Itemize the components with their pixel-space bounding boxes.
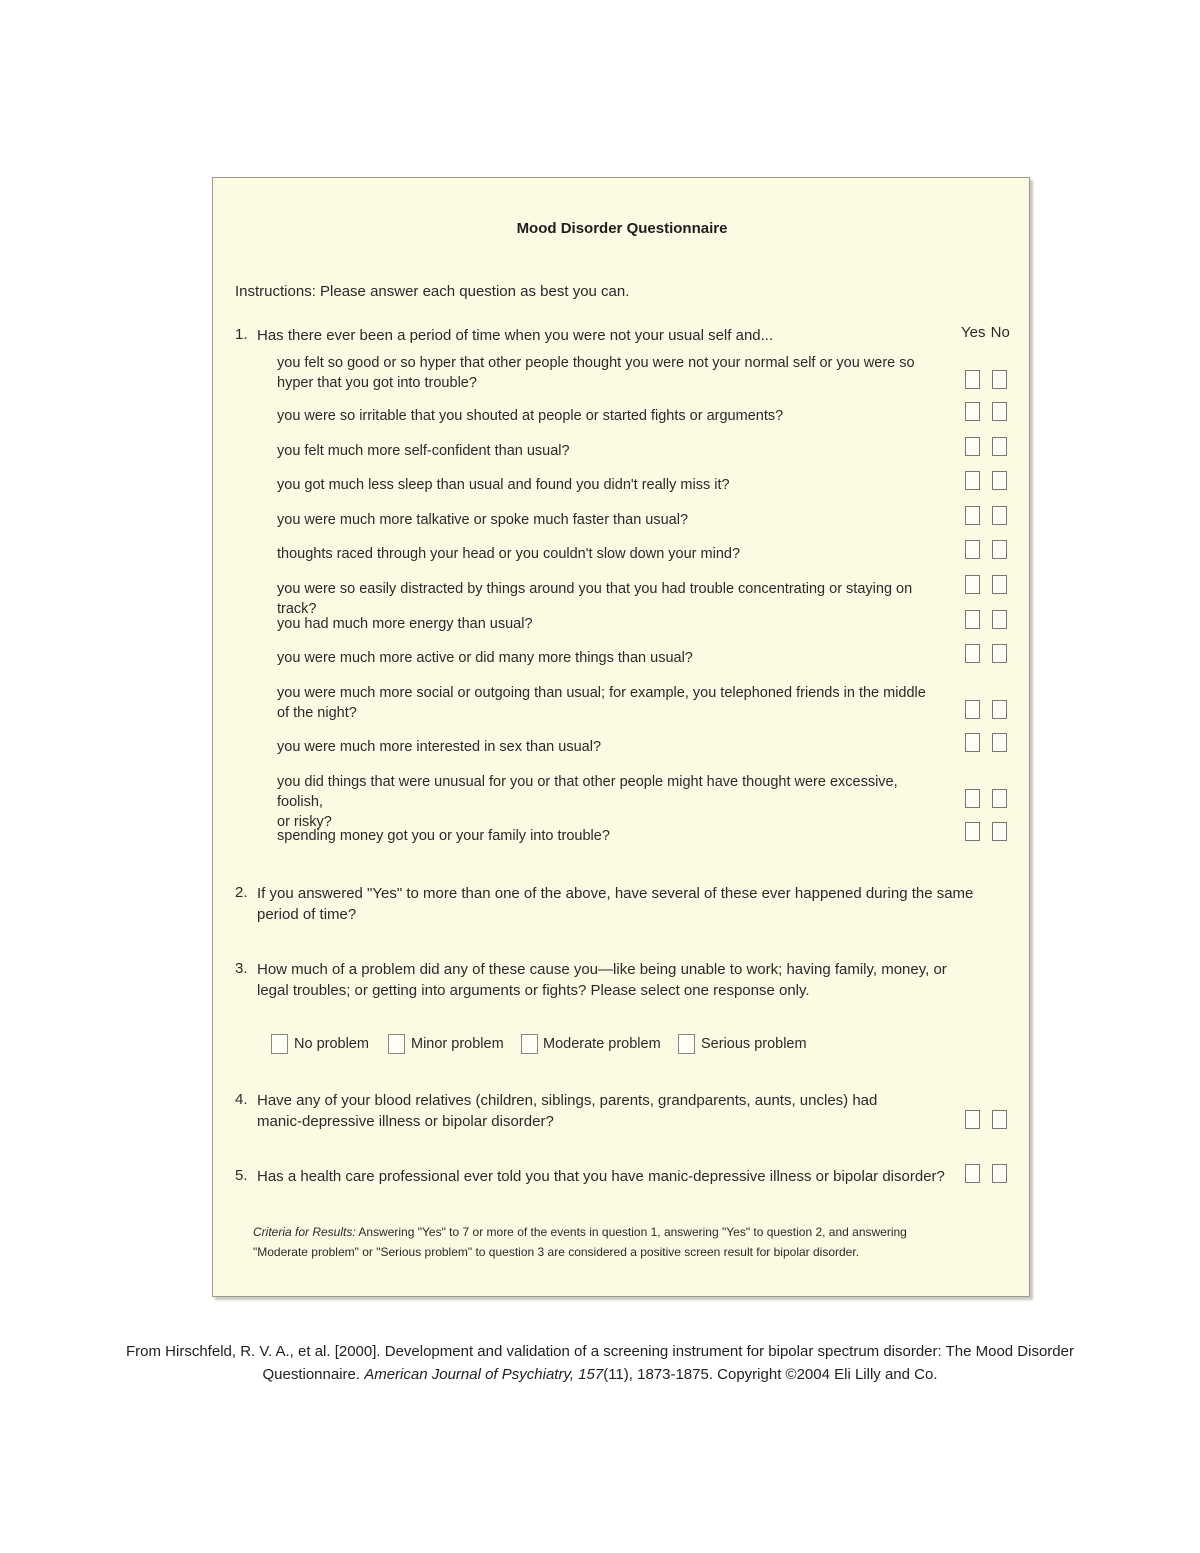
q1-item-yes-checkbox[interactable] (965, 610, 980, 629)
criteria-label: Criteria for Results: (253, 1225, 356, 1239)
q2-line-2: period of time? (257, 906, 357, 923)
q4-yes-checkbox[interactable] (965, 1110, 980, 1129)
q1-item-no-checkbox[interactable] (992, 540, 1007, 559)
q1-item (277, 475, 937, 495)
yes-no-header: Yes No (961, 324, 1010, 341)
moderate-problem-checkbox[interactable] (521, 1034, 538, 1054)
q1-item-yes-checkbox[interactable] (965, 733, 980, 752)
q1-item (277, 737, 937, 757)
q1-item-yes-checkbox[interactable] (965, 789, 980, 808)
q5-yes-checkbox[interactable] (965, 1164, 980, 1183)
q1-item-line-1: you were so irritable that you shouted at people or started fights or arguments? (277, 408, 784, 424)
criteria-for-results (253, 1222, 953, 1262)
q4-line-2: manic-depressive illness or bipolar disorder? (257, 1113, 554, 1130)
q3-number: 3. (235, 960, 248, 977)
q1-item-no-checkbox[interactable] (992, 506, 1007, 525)
q5-number: 5. (235, 1167, 248, 1184)
q1-item-line-2: or risky? (277, 814, 332, 830)
q1-item-line-2: hyper that you got into trouble? (277, 375, 477, 391)
q1-item-line-1: you were much more social or outgoing than usual; for example, you telephoned friends in the middle (277, 685, 926, 701)
q1-item-line-1: you felt so good or so hyper that other people thought you were not your normal self or you were so (277, 355, 915, 371)
q1-number: 1. (235, 326, 248, 343)
q1-item (277, 648, 937, 668)
q1-item (277, 406, 937, 426)
q1-item (277, 544, 937, 564)
q1-item-yes-checkbox[interactable] (965, 700, 980, 719)
q2-text (257, 883, 973, 925)
q4-number: 4. (235, 1091, 248, 1108)
q1-item-no-checkbox[interactable] (992, 700, 1007, 719)
serious-problem-label: Serious problem (701, 1036, 807, 1052)
q4-no-checkbox[interactable] (992, 1110, 1007, 1129)
serious-problem-checkbox[interactable] (678, 1034, 695, 1054)
q1-item-line-1: you did things that were unusual for you or that other people might have thought were excessive, foolish, (277, 774, 898, 810)
minor-problem-label: Minor problem (411, 1036, 504, 1052)
q1-item-line-1: you felt much more self-confident than usual? (277, 443, 570, 459)
q1-item-yes-checkbox[interactable] (965, 471, 980, 490)
q1-item-no-checkbox[interactable] (992, 610, 1007, 629)
q1-item-no-checkbox[interactable] (992, 437, 1007, 456)
moderate-problem-label: Moderate problem (543, 1036, 661, 1052)
q1-item-no-checkbox[interactable] (992, 402, 1007, 421)
q3-line-2: legal troubles; or getting into arguments or fights? Please select one response only. (257, 982, 810, 999)
q1-item-yes-checkbox[interactable] (965, 370, 980, 389)
q1-item (277, 826, 937, 846)
q1-item-line-2: of the night? (277, 705, 357, 721)
q1-item-yes-checkbox[interactable] (965, 540, 980, 559)
q2-line-1: If you answered "Yes" to more than one of the above, have several of these ever happened during the same (257, 885, 974, 902)
q1-item-yes-checkbox[interactable] (965, 822, 980, 841)
q1-item-line-1: you had much more energy than usual? (277, 616, 533, 632)
criteria-line-1: Answering "Yes" to 7 or more of the events in question 1, answering "Yes" to question 2, and answering (358, 1225, 907, 1239)
q1-item-line-1: thoughts raced through your head or you couldn't slow down your mind? (277, 546, 741, 562)
q1-item (277, 353, 937, 393)
citation-line-1: From Hirschfeld, R. V. A., et al. [2000]. Development and validation of a screening instrument for bipolar spectrum disorder: The Mood Disorder (126, 1343, 1074, 1360)
q1-item-line-1: you were so easily distracted by things around you that you had trouble concentrating or staying on track? (277, 581, 913, 617)
q5-text: Has a health care professional ever told you that you have manic-depressive illness or bipolar disorder? (257, 1168, 945, 1185)
q1-item (277, 683, 937, 723)
minor-problem-checkbox[interactable] (388, 1034, 405, 1054)
q1-item (277, 579, 937, 619)
citation-details: (11), 1873-1875. Copyright ©2004 Eli Lilly and Co. (603, 1366, 938, 1383)
q1-item-no-checkbox[interactable] (992, 575, 1007, 594)
no-problem-checkbox[interactable] (271, 1034, 288, 1054)
no-problem-label: No problem (294, 1036, 369, 1052)
q1-item-no-checkbox[interactable] (992, 733, 1007, 752)
citation-questionnaire: Questionnaire. (262, 1366, 361, 1383)
q1-item-line-1: you were much more active or did many more things than usual? (277, 650, 693, 666)
q3-line-1: How much of a problem did any of these cause you—like being unable to work; having family, money, or (257, 961, 947, 978)
q5-no-checkbox[interactable] (992, 1164, 1007, 1183)
q1-item-yes-checkbox[interactable] (965, 402, 980, 421)
q1-item-line-1: you were much more interested in sex than usual? (277, 739, 602, 755)
q1-item-no-checkbox[interactable] (992, 789, 1007, 808)
criteria-line-2: "Moderate problem" or "Serious problem" to question 3 are considered a positive screen result for bipolar disorder. (253, 1245, 860, 1259)
q1-item-no-checkbox[interactable] (992, 822, 1007, 841)
instructions: Instructions: Please answer each question as best you can. (235, 283, 630, 300)
questionnaire-card (212, 177, 1030, 1297)
q1-item (277, 772, 937, 832)
q1-item-no-checkbox[interactable] (992, 370, 1007, 389)
q1-item-yes-checkbox[interactable] (965, 575, 980, 594)
q4-text (257, 1090, 877, 1132)
q1-item (277, 614, 937, 634)
q1-item-yes-checkbox[interactable] (965, 506, 980, 525)
q1-item-line-1: spending money got you or your family into trouble? (277, 828, 610, 844)
q1-item (277, 510, 937, 530)
q1-item (277, 441, 937, 461)
q1-item-no-checkbox[interactable] (992, 644, 1007, 663)
form-title: Mood Disorder Questionnaire (516, 220, 728, 237)
q1-item-line-1: you were much more talkative or spoke much faster than usual? (277, 512, 689, 528)
q1-item-yes-checkbox[interactable] (965, 644, 980, 663)
q1-text: Has there ever been a period of time when you were not your usual self and... (257, 327, 774, 344)
q3-text (257, 959, 947, 1001)
q1-item-yes-checkbox[interactable] (965, 437, 980, 456)
citation-journal: American Journal of Psychiatry, 157 (364, 1366, 604, 1383)
citation (0, 1340, 1200, 1386)
q1-item-line-1: you got much less sleep than usual and found you didn't really miss it? (277, 477, 730, 493)
q4-line-1: Have any of your blood relatives (children, siblings, parents, grandparents, aunts, uncles) had (257, 1092, 878, 1109)
q1-item-no-checkbox[interactable] (992, 471, 1007, 490)
q2-number: 2. (235, 884, 248, 901)
